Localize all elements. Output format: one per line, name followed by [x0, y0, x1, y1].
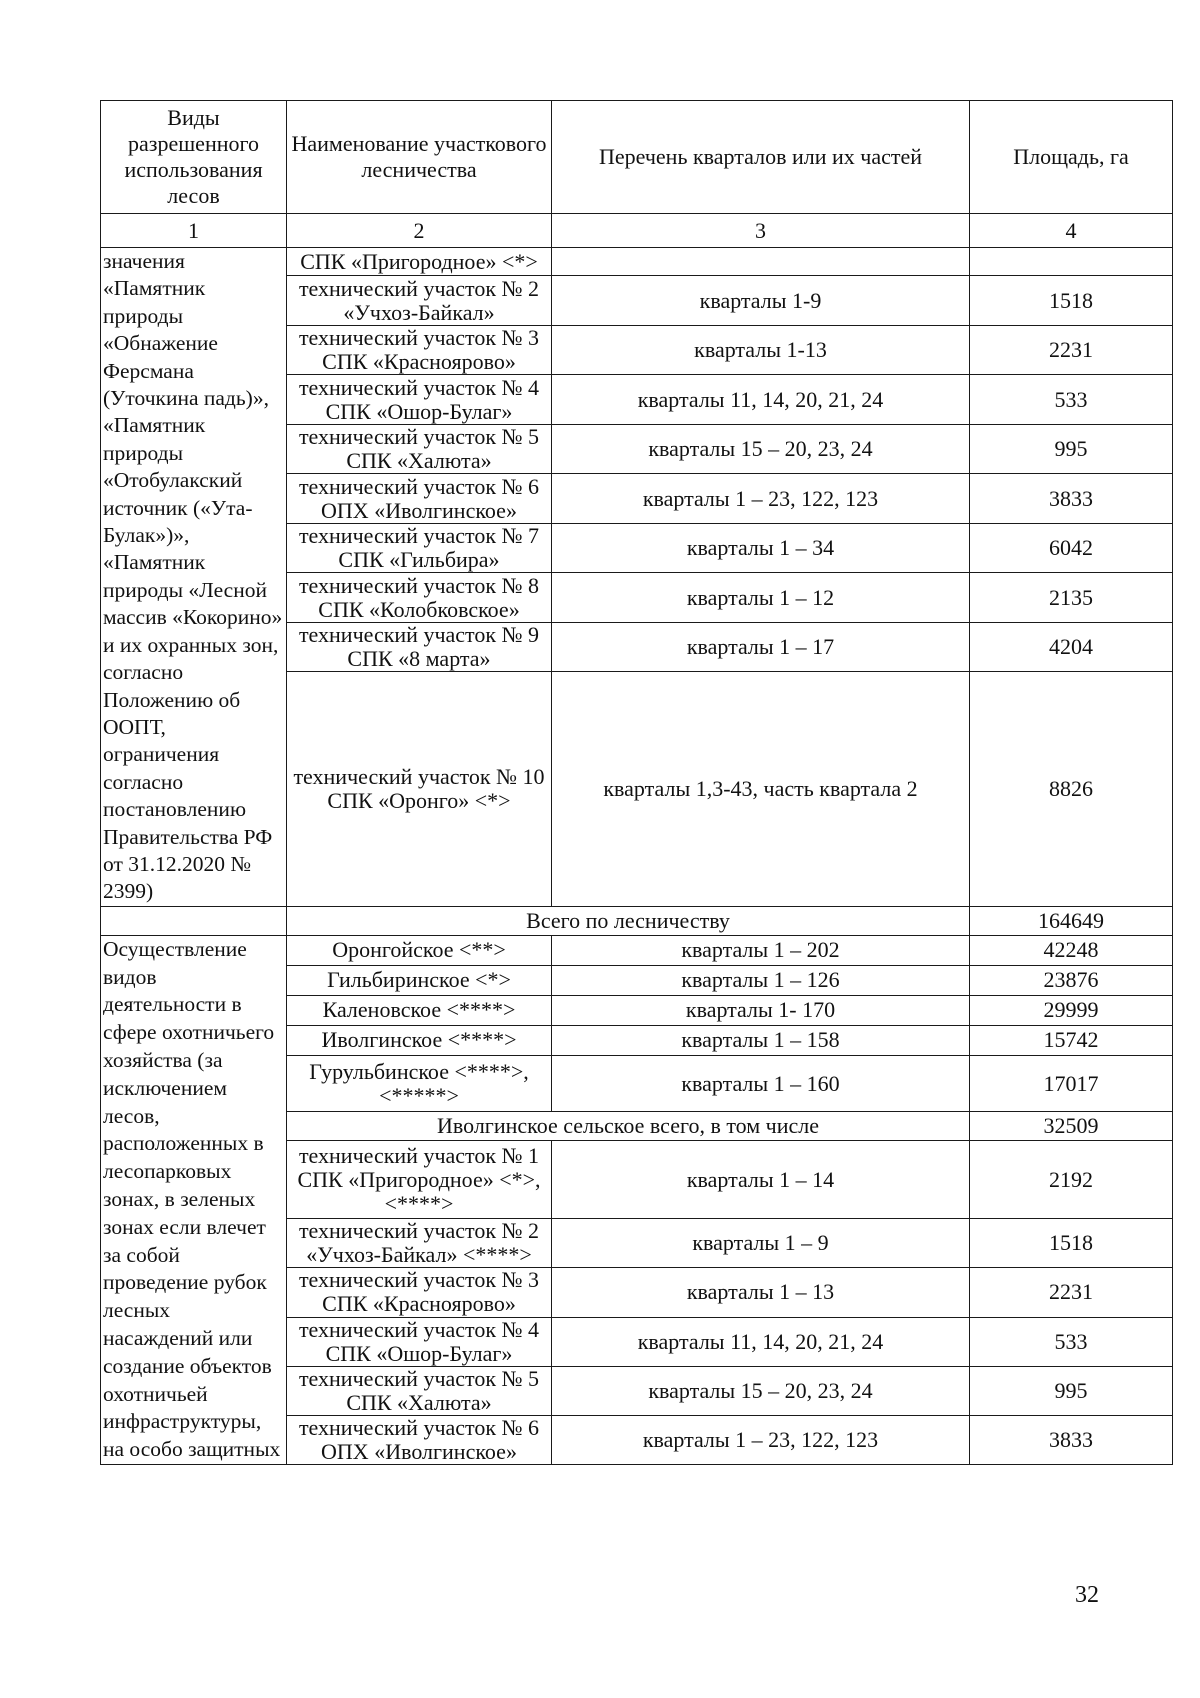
index-cell: 2	[287, 214, 552, 248]
forestry-name-cell: технический участок № 8 СПК «Колобковское»	[287, 573, 552, 623]
forestry-name-cell: технический участок № 5 СПК «Халюта»	[287, 1366, 552, 1415]
area-cell: 2231	[970, 325, 1173, 375]
forestry-name-cell: технический участок № 4 СПК «Ошор-Булаг»	[287, 375, 552, 425]
header-quarters-list: Перечень кварталов или их частей	[552, 101, 970, 214]
quarters-cell: кварталы 1 – 126	[552, 965, 970, 995]
area-cell: 42248	[970, 935, 1173, 965]
forestry-name-cell: Оронгойское <**>	[287, 935, 552, 965]
quarters-cell: кварталы 1,3-43, часть квартала 2	[552, 672, 970, 906]
quarters-cell: кварталы 1 – 9	[552, 1219, 970, 1268]
quarters-cell: кварталы 1 – 13	[552, 1268, 970, 1317]
forestry-name-cell: технический участок № 4 СПК «Ошор-Булаг»	[287, 1317, 552, 1366]
quarters-cell: кварталы 11, 14, 20, 21, 24	[552, 375, 970, 425]
use-type-cell: значения «Памятник природы «Обнажение Ферсмана (Уточкина падь)», «Памятник природы «Отобулакский источник («Ута-Булак»)», «Памятник природы «Лесной массив «Кокорино» и их охранных зон, согласно Положению об ООПТ, ограничения согласно постановлению Правительства РФ от 31.12.2020 № 2399)	[101, 248, 287, 907]
area-cell: 995	[970, 1366, 1173, 1415]
column-index-row	[101, 214, 1173, 248]
area-cell: 3833	[970, 474, 1173, 524]
quarters-cell	[552, 248, 970, 276]
subtotal-area: 32509	[970, 1112, 1173, 1141]
forestry-name-cell: технический участок № 2 «Учхоз-Байкал»	[287, 276, 552, 326]
header-row	[101, 101, 1173, 214]
total-label: Всего по лесничеству	[287, 906, 970, 935]
area-cell: 29999	[970, 995, 1173, 1025]
area-cell	[970, 248, 1173, 276]
quarters-cell: кварталы 1 – 14	[552, 1141, 970, 1219]
quarters-cell: кварталы 1-13	[552, 325, 970, 375]
subtotal-label: Иволгинское сельское всего, в том числе	[287, 1112, 970, 1141]
forestry-name-cell: технический участок № 9 СПК «8 марта»	[287, 622, 552, 672]
header-use-type: Виды разрешенного использования лесов	[101, 101, 287, 214]
area-cell: 2192	[970, 1141, 1173, 1219]
forestry-name-cell: технический участок № 3 СПК «Красноярово»	[287, 1268, 552, 1317]
header-area: Площадь, га	[970, 101, 1173, 214]
area-cell: 23876	[970, 965, 1173, 995]
area-cell: 17017	[970, 1056, 1173, 1112]
quarters-cell: кварталы 1 – 160	[552, 1056, 970, 1112]
use-type-cell: Осуществление видов деятельности в сфере охотничьего хозяйства (за исключением лесов, расположенных в лесопарковых зонах, в зеленых зонах если влечет за собой проведение рубок лесных насаждений или создание объектов охотничьей инфраструктуры, на особо защитных	[101, 935, 287, 1464]
area-cell: 2135	[970, 573, 1173, 623]
quarters-cell: кварталы 11, 14, 20, 21, 24	[552, 1317, 970, 1366]
area-cell: 1518	[970, 276, 1173, 326]
quarters-cell: кварталы 15 – 20, 23, 24	[552, 424, 970, 474]
forestry-name-cell: технический участок № 2 «Учхоз-Байкал» <****>	[287, 1219, 552, 1268]
forestry-name-cell: технический участок № 10 СПК «Оронго» <*>	[287, 672, 552, 906]
quarters-cell: кварталы 1-9	[552, 276, 970, 326]
forestry-name-cell: Иволгинское <****>	[287, 1025, 552, 1055]
forestry-name-cell: Каленовское <****>	[287, 995, 552, 1025]
quarters-cell: кварталы 1 – 23, 122, 123	[552, 1415, 970, 1464]
quarters-cell: кварталы 1 – 23, 122, 123	[552, 474, 970, 524]
index-cell: 1	[101, 214, 287, 248]
quarters-cell: кварталы 1 – 34	[552, 523, 970, 573]
forestry-name-cell: технический участок № 1 СПК «Пригородное» <*>, <****>	[287, 1141, 552, 1219]
table-row	[101, 248, 1173, 276]
forestry-name-cell: Гильбиринское <*>	[287, 965, 552, 995]
total-area: 164649	[970, 906, 1173, 935]
forestry-name-cell: технический участок № 6 ОПХ «Иволгинское»	[287, 1415, 552, 1464]
quarters-cell: кварталы 1 – 17	[552, 622, 970, 672]
table-row	[101, 935, 1173, 965]
page-number: 32	[1075, 1582, 1099, 1608]
total-row	[101, 906, 1173, 935]
quarters-cell: кварталы 1 – 158	[552, 1025, 970, 1055]
quarters-cell: кварталы 1- 170	[552, 995, 970, 1025]
quarters-cell: кварталы 1 – 202	[552, 935, 970, 965]
area-cell: 995	[970, 424, 1173, 474]
area-cell: 8826	[970, 672, 1173, 906]
forestry-name-cell: СПК «Пригородное» <*>	[287, 248, 552, 276]
quarters-cell: кварталы 15 – 20, 23, 24	[552, 1366, 970, 1415]
area-cell: 15742	[970, 1025, 1173, 1055]
area-cell: 6042	[970, 523, 1173, 573]
area-cell: 533	[970, 375, 1173, 425]
area-cell: 533	[970, 1317, 1173, 1366]
forestry-name-cell: технический участок № 6 ОПХ «Иволгинское»	[287, 474, 552, 524]
index-cell: 3	[552, 214, 970, 248]
area-cell: 1518	[970, 1219, 1173, 1268]
area-cell: 3833	[970, 1415, 1173, 1464]
area-cell: 4204	[970, 622, 1173, 672]
forest-use-table	[100, 100, 1173, 1465]
forestry-name-cell: технический участок № 7 СПК «Гильбира»	[287, 523, 552, 573]
empty-cell	[101, 906, 287, 935]
forestry-name-cell: технический участок № 3 СПК «Красноярово»	[287, 325, 552, 375]
quarters-cell: кварталы 1 – 12	[552, 573, 970, 623]
index-cell: 4	[970, 214, 1173, 248]
forestry-name-cell: Гурульбинское <****>, <*****>	[287, 1056, 552, 1112]
header-forestry-name: Наименование участкового лесничества	[287, 101, 552, 214]
forestry-name-cell: технический участок № 5 СПК «Халюта»	[287, 424, 552, 474]
area-cell: 2231	[970, 1268, 1173, 1317]
